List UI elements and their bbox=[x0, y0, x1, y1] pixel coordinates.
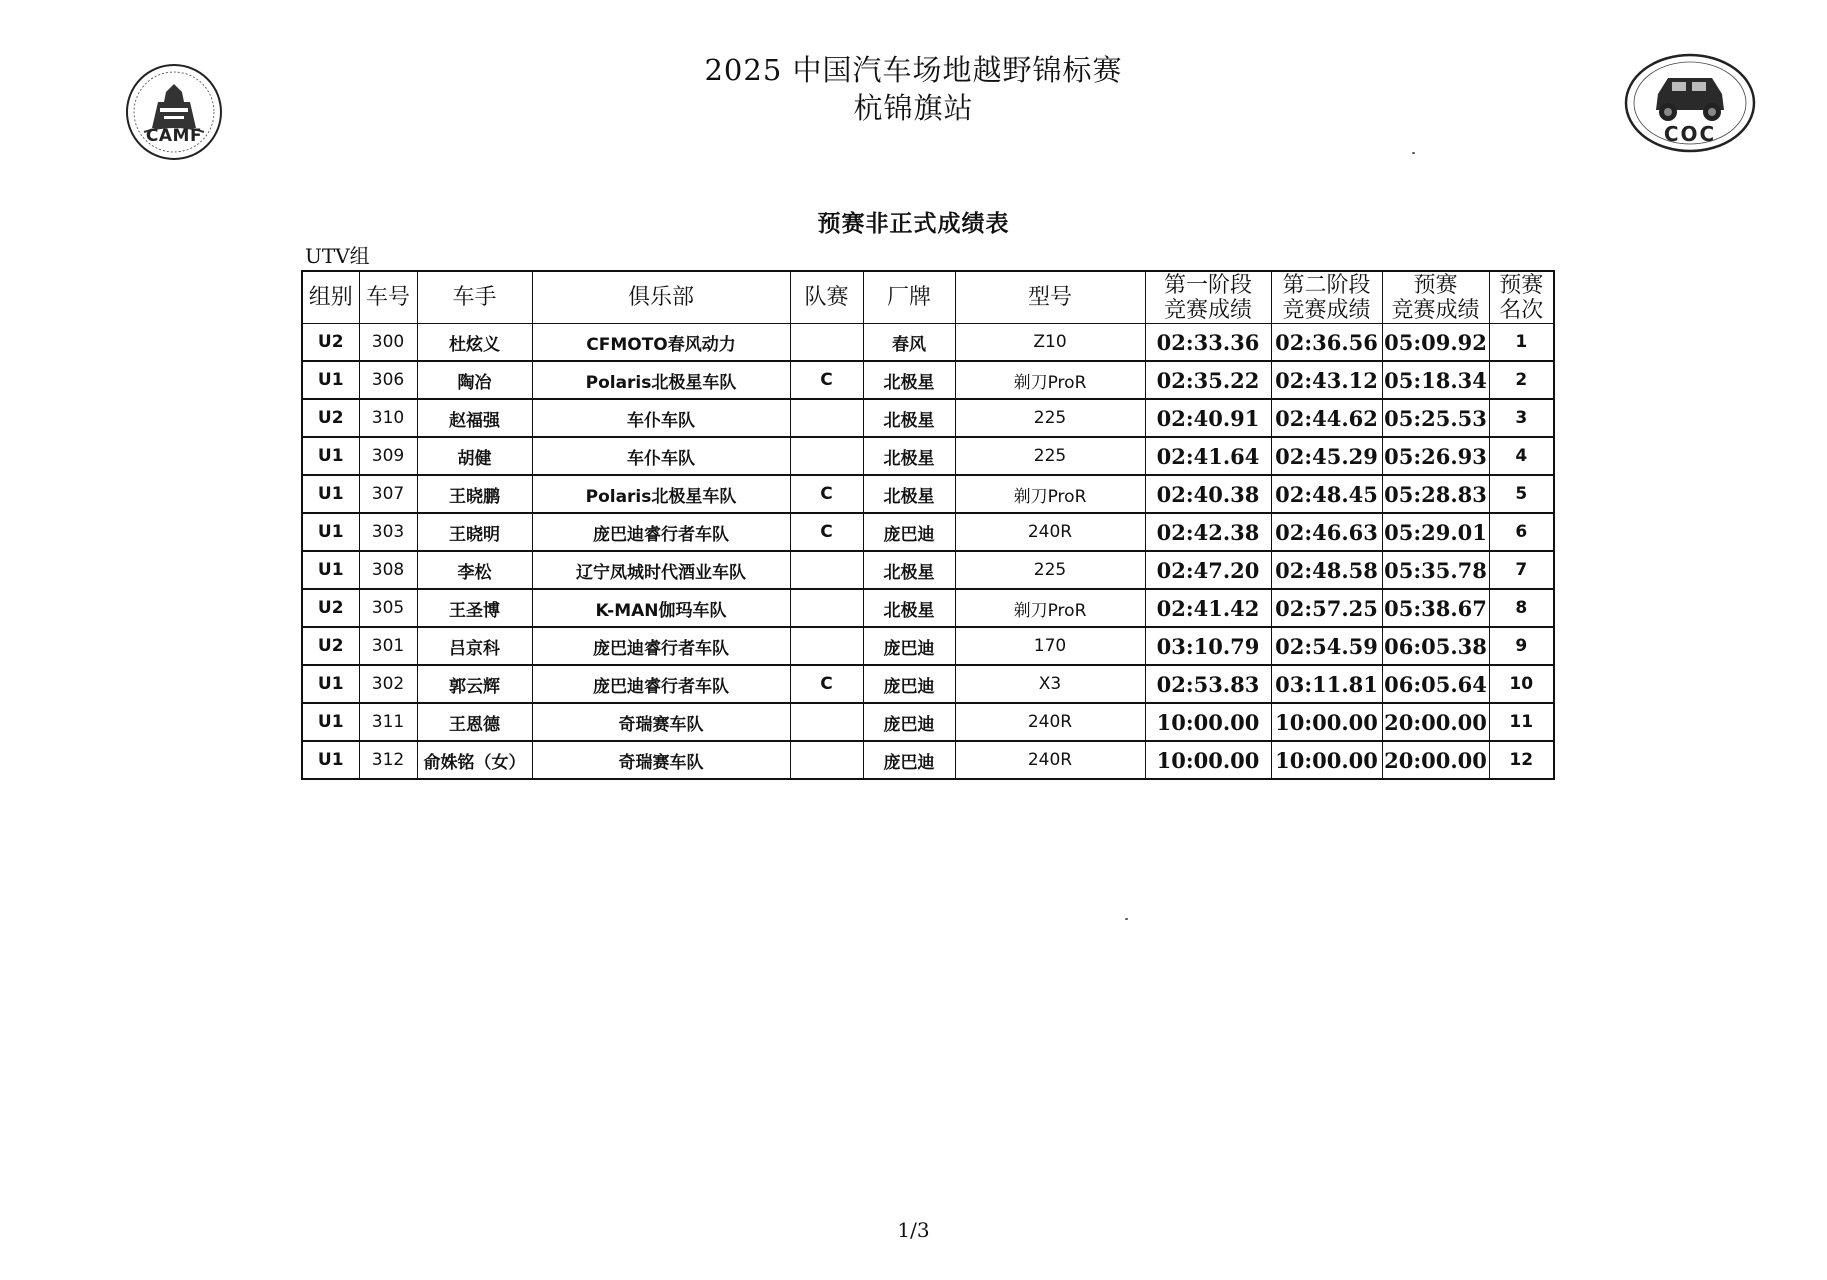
cell-stage1: 02:53.83 bbox=[1145, 665, 1271, 703]
cell-car-no: 310 bbox=[359, 399, 417, 437]
camf-logo-text: CAMF bbox=[145, 126, 203, 146]
cell-group: U1 bbox=[302, 551, 359, 589]
cell-total: 05:09.92 bbox=[1382, 324, 1489, 362]
header-rank bbox=[1489, 271, 1554, 324]
cell-team bbox=[790, 551, 863, 589]
table-row bbox=[302, 703, 1554, 741]
cell-model: 剃刀ProR bbox=[955, 475, 1145, 513]
cell-stage2: 02:48.58 bbox=[1271, 551, 1382, 589]
cell-driver: 陶冶 bbox=[417, 361, 532, 399]
table-row bbox=[302, 513, 1554, 551]
table-row bbox=[302, 627, 1554, 665]
header-stage1 bbox=[1145, 271, 1271, 324]
cell-total: 20:00.00 bbox=[1382, 741, 1489, 779]
cell-total: 05:35.78 bbox=[1382, 551, 1489, 589]
cell-rank: 11 bbox=[1489, 703, 1554, 741]
cell-total: 05:18.34 bbox=[1382, 361, 1489, 399]
table-row bbox=[302, 741, 1554, 779]
cell-brand: 北极星 bbox=[863, 589, 955, 627]
table-row bbox=[302, 475, 1554, 513]
cell-team bbox=[790, 399, 863, 437]
cell-stage1: 10:00.00 bbox=[1145, 741, 1271, 779]
cell-model: 剃刀ProR bbox=[955, 589, 1145, 627]
cell-stage1: 02:33.36 bbox=[1145, 324, 1271, 362]
header-stage1-line2: 竞赛成绩 bbox=[1163, 297, 1252, 323]
cell-brand: 北极星 bbox=[863, 399, 955, 437]
cell-total: 06:05.38 bbox=[1382, 627, 1489, 665]
cell-driver: 胡健 bbox=[417, 437, 532, 475]
cell-driver: 王晓鹏 bbox=[417, 475, 532, 513]
cell-brand: 北极星 bbox=[863, 437, 955, 475]
cell-club: 车仆车队 bbox=[532, 399, 790, 437]
cell-car-no: 308 bbox=[359, 551, 417, 589]
table-row bbox=[302, 551, 1554, 589]
report-title: 预赛非正式成绩表 bbox=[817, 211, 1010, 237]
cell-stage1: 02:47.20 bbox=[1145, 551, 1271, 589]
cell-car-no: 301 bbox=[359, 627, 417, 665]
cell-brand: 北极星 bbox=[863, 475, 955, 513]
cell-group: U1 bbox=[302, 513, 359, 551]
cell-group: U2 bbox=[302, 589, 359, 627]
cell-group: U1 bbox=[302, 475, 359, 513]
cell-model: 240R bbox=[955, 703, 1145, 741]
header-stage1-line1: 第一阶段 bbox=[1163, 272, 1252, 298]
cell-team bbox=[790, 437, 863, 475]
cell-total: 20:00.00 bbox=[1382, 703, 1489, 741]
cell-driver: 李松 bbox=[417, 551, 532, 589]
cell-model: 225 bbox=[955, 551, 1145, 589]
cell-group: U1 bbox=[302, 703, 359, 741]
cell-stage2: 02:36.56 bbox=[1271, 324, 1382, 362]
cell-club: K-MAN伽玛车队 bbox=[532, 589, 790, 627]
cell-group: U1 bbox=[302, 741, 359, 779]
cell-club: Polaris北极星车队 bbox=[532, 475, 790, 513]
header-total-line2: 竞赛成绩 bbox=[1391, 297, 1480, 323]
table-row bbox=[302, 665, 1554, 703]
header-team: 队赛 bbox=[790, 271, 863, 324]
cell-club: 辽宁凤城时代酒业车队 bbox=[532, 551, 790, 589]
cell-rank: 2 bbox=[1489, 361, 1554, 399]
cell-total: 05:25.53 bbox=[1382, 399, 1489, 437]
cell-team: C bbox=[790, 475, 863, 513]
cell-brand: 庞巴迪 bbox=[863, 627, 955, 665]
cell-model: 240R bbox=[955, 741, 1145, 779]
cell-group: U2 bbox=[302, 399, 359, 437]
cell-stage2: 02:54.59 bbox=[1271, 627, 1382, 665]
header-car-no: 车号 bbox=[359, 271, 417, 324]
header-rank-line1: 预赛 bbox=[1499, 272, 1544, 298]
table-row bbox=[302, 361, 1554, 399]
cell-stage2: 03:11.81 bbox=[1271, 665, 1382, 703]
scan-speck bbox=[1125, 918, 1128, 920]
cell-rank: 1 bbox=[1489, 324, 1554, 362]
cell-car-no: 305 bbox=[359, 589, 417, 627]
cell-driver: 俞姝铭（女） bbox=[417, 741, 532, 779]
cell-driver: 杜炫义 bbox=[417, 324, 532, 362]
header-stage2-line1: 第二阶段 bbox=[1282, 272, 1371, 298]
cell-model: 剃刀ProR bbox=[955, 361, 1145, 399]
cell-stage2: 02:45.29 bbox=[1271, 437, 1382, 475]
cell-rank: 10 bbox=[1489, 665, 1554, 703]
cell-stage2: 02:48.45 bbox=[1271, 475, 1382, 513]
cell-club: 庞巴迪睿行者车队 bbox=[532, 627, 790, 665]
table-row bbox=[302, 589, 1554, 627]
table-row bbox=[302, 437, 1554, 475]
cell-rank: 7 bbox=[1489, 551, 1554, 589]
cell-club: 车仆车队 bbox=[532, 437, 790, 475]
table-row bbox=[302, 324, 1554, 362]
cell-club: 奇瑞赛车队 bbox=[532, 703, 790, 741]
cell-rank: 12 bbox=[1489, 741, 1554, 779]
cell-stage2: 02:57.25 bbox=[1271, 589, 1382, 627]
cell-stage1: 02:41.64 bbox=[1145, 437, 1271, 475]
cell-rank: 4 bbox=[1489, 437, 1554, 475]
cell-driver: 吕京科 bbox=[417, 627, 532, 665]
cell-group: U1 bbox=[302, 361, 359, 399]
header-stage2 bbox=[1271, 271, 1382, 324]
cell-stage1: 02:40.38 bbox=[1145, 475, 1271, 513]
cell-model: 225 bbox=[955, 399, 1145, 437]
header-model: 型号 bbox=[955, 271, 1145, 324]
header-total bbox=[1382, 271, 1489, 324]
cell-model: 240R bbox=[955, 513, 1145, 551]
cell-stage2: 02:46.63 bbox=[1271, 513, 1382, 551]
cell-stage2: 10:00.00 bbox=[1271, 741, 1382, 779]
cell-group: U2 bbox=[302, 324, 359, 362]
cell-rank: 8 bbox=[1489, 589, 1554, 627]
coc-logo-text: COC bbox=[1663, 122, 1717, 146]
cell-brand: 北极星 bbox=[863, 551, 955, 589]
cell-team bbox=[790, 589, 863, 627]
cell-team bbox=[790, 324, 863, 362]
cell-car-no: 300 bbox=[359, 324, 417, 362]
cell-driver: 王恩德 bbox=[417, 703, 532, 741]
cell-total: 05:28.83 bbox=[1382, 475, 1489, 513]
cell-stage1: 10:00.00 bbox=[1145, 703, 1271, 741]
cell-model: 170 bbox=[955, 627, 1145, 665]
cell-team: C bbox=[790, 361, 863, 399]
cell-team bbox=[790, 741, 863, 779]
cell-stage2: 02:43.12 bbox=[1271, 361, 1382, 399]
cell-driver: 王圣博 bbox=[417, 589, 532, 627]
header-brand: 厂牌 bbox=[863, 271, 955, 324]
cell-model: 225 bbox=[955, 437, 1145, 475]
cell-brand: 北极星 bbox=[863, 361, 955, 399]
cell-club: 庞巴迪睿行者车队 bbox=[532, 513, 790, 551]
group-label: UTV组 bbox=[305, 244, 370, 268]
cell-total: 05:38.67 bbox=[1382, 589, 1489, 627]
cell-club: Polaris北极星车队 bbox=[532, 361, 790, 399]
championship-title: 2025 中国汽车场地越野锦标赛 bbox=[704, 53, 1123, 87]
cell-stage1: 02:42.38 bbox=[1145, 513, 1271, 551]
cell-rank: 5 bbox=[1489, 475, 1554, 513]
cell-team bbox=[790, 703, 863, 741]
cell-car-no: 303 bbox=[359, 513, 417, 551]
cell-brand: 庞巴迪 bbox=[863, 665, 955, 703]
cell-stage2: 02:44.62 bbox=[1271, 399, 1382, 437]
cell-total: 05:29.01 bbox=[1382, 513, 1489, 551]
header-total-line1: 预赛 bbox=[1413, 272, 1458, 298]
header-rank-line2: 名次 bbox=[1499, 297, 1544, 323]
cell-rank: 3 bbox=[1489, 399, 1554, 437]
cell-model: Z10 bbox=[955, 324, 1145, 362]
cell-rank: 6 bbox=[1489, 513, 1554, 551]
cell-car-no: 306 bbox=[359, 361, 417, 399]
header-club: 俱乐部 bbox=[532, 271, 790, 324]
cell-stage1: 02:40.91 bbox=[1145, 399, 1271, 437]
cell-team: C bbox=[790, 513, 863, 551]
cell-total: 06:05.64 bbox=[1382, 665, 1489, 703]
header-stage2-line2: 竞赛成绩 bbox=[1282, 297, 1371, 323]
cell-rank: 9 bbox=[1489, 627, 1554, 665]
cell-car-no: 311 bbox=[359, 703, 417, 741]
results-table bbox=[301, 270, 1555, 780]
cell-club: 奇瑞赛车队 bbox=[532, 741, 790, 779]
cell-brand: 庞巴迪 bbox=[863, 741, 955, 779]
results-body bbox=[302, 324, 1554, 780]
cell-stage2: 10:00.00 bbox=[1271, 703, 1382, 741]
cell-club: 庞巴迪睿行者车队 bbox=[532, 665, 790, 703]
cell-club: CFMOTO春风动力 bbox=[532, 324, 790, 362]
cell-model: X3 bbox=[955, 665, 1145, 703]
table-row bbox=[302, 399, 1554, 437]
cell-car-no: 307 bbox=[359, 475, 417, 513]
cell-group: U1 bbox=[302, 665, 359, 703]
cell-driver: 王晓明 bbox=[417, 513, 532, 551]
header-driver: 车手 bbox=[417, 271, 532, 324]
cell-car-no: 309 bbox=[359, 437, 417, 475]
cell-brand: 春风 bbox=[863, 324, 955, 362]
cell-driver: 赵福强 bbox=[417, 399, 532, 437]
cell-driver: 郭云辉 bbox=[417, 665, 532, 703]
cell-stage1: 03:10.79 bbox=[1145, 627, 1271, 665]
scan-speck bbox=[1412, 152, 1415, 154]
cell-total: 05:26.93 bbox=[1382, 437, 1489, 475]
cell-team bbox=[790, 627, 863, 665]
cell-car-no: 302 bbox=[359, 665, 417, 703]
cell-brand: 庞巴迪 bbox=[863, 703, 955, 741]
table-header-row bbox=[302, 271, 1554, 324]
cell-brand: 庞巴迪 bbox=[863, 513, 955, 551]
cell-group: U2 bbox=[302, 627, 359, 665]
page-number: 1/3 bbox=[897, 1218, 930, 1242]
cell-group: U1 bbox=[302, 437, 359, 475]
cell-stage1: 02:35.22 bbox=[1145, 361, 1271, 399]
station-title: 杭锦旗站 bbox=[853, 91, 974, 125]
cell-car-no: 312 bbox=[359, 741, 417, 779]
cell-team: C bbox=[790, 665, 863, 703]
cell-stage1: 02:41.42 bbox=[1145, 589, 1271, 627]
header-group: 组别 bbox=[302, 271, 359, 324]
